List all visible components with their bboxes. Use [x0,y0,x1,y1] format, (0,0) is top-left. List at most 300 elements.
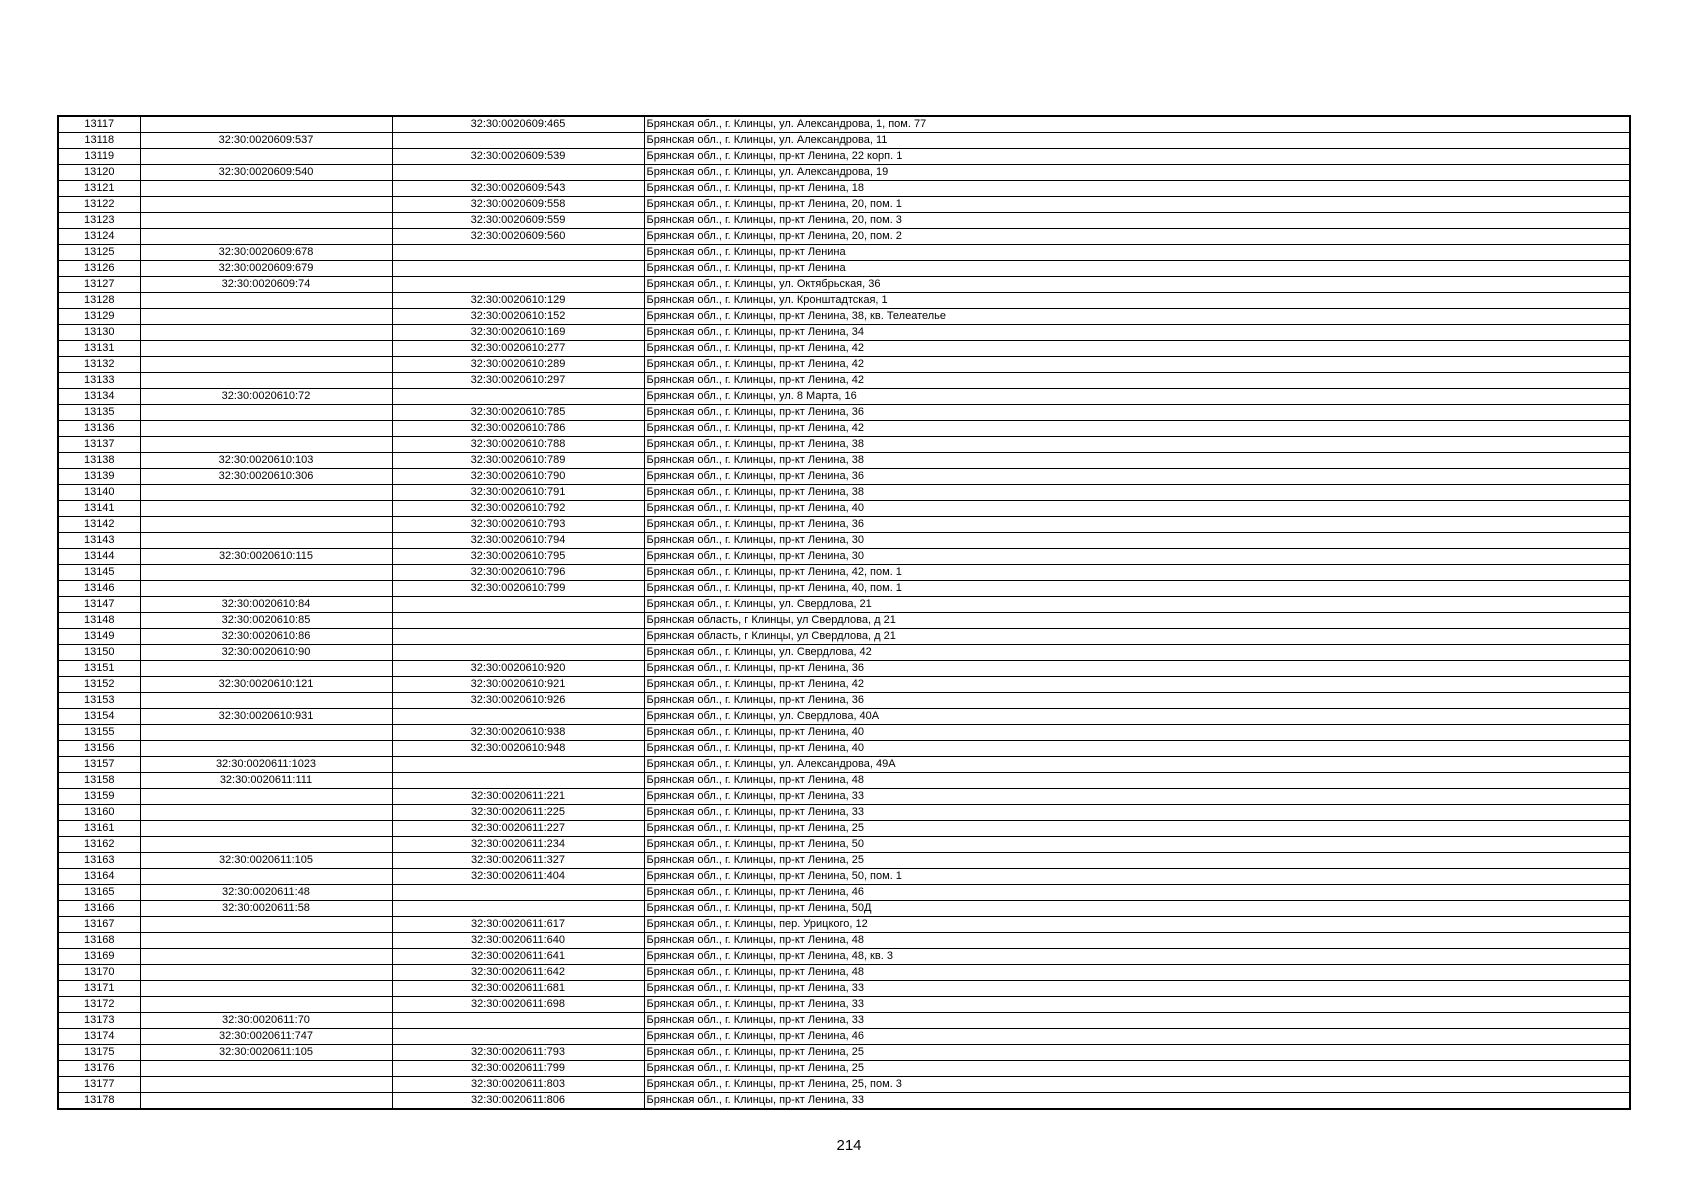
address-cell: Брянская обл., г. Клинцы, пр-кт Ленина, 34 [644,325,1630,341]
cadastral-number-b-cell [392,1029,644,1045]
registry-table-body [58,116,1630,1109]
cadastral-number-a-cell: 32:30:0020611:105 [140,853,392,869]
row-number-cell: 13121 [58,181,140,197]
cadastral-number-b-cell [392,597,644,613]
cadastral-number-a-cell: 32:30:0020610:931 [140,709,392,725]
cadastral-number-a-cell: 32:30:0020611:111 [140,773,392,789]
table-row [58,277,1630,293]
address-cell: Брянская обл., г. Клинцы, пер. Урицкого, 12 [644,917,1630,933]
row-number-cell: 13143 [58,533,140,549]
row-number-cell: 13144 [58,549,140,565]
row-number-cell: 13135 [58,405,140,421]
cadastral-number-a-cell [140,325,392,341]
table-row [58,629,1630,645]
table-row [58,357,1630,373]
cadastral-number-b-cell: 32:30:0020611:793 [392,1045,644,1061]
address-cell: Брянская обл., г. Клинцы, пр-кт Ленина, 40 [644,501,1630,517]
row-number-cell: 13178 [58,1093,140,1110]
table-row [58,1045,1630,1061]
cadastral-number-b-cell [392,245,644,261]
row-number-cell: 13172 [58,997,140,1013]
row-number-cell: 13169 [58,949,140,965]
cadastral-number-b-cell: 32:30:0020610:129 [392,293,644,309]
table-row [58,149,1630,165]
table-row [58,933,1630,949]
address-cell: Брянская обл., г. Клинцы, пр-кт Ленина, 42 [644,357,1630,373]
row-number-cell: 13166 [58,901,140,917]
cadastral-number-b-cell: 32:30:0020610:920 [392,661,644,677]
cadastral-number-b-cell: 32:30:0020610:795 [392,549,644,565]
cadastral-number-a-cell [140,1061,392,1077]
row-number-cell: 13155 [58,725,140,741]
cadastral-number-a-cell [140,197,392,213]
table-row [58,1029,1630,1045]
cadastral-number-a-cell [140,116,392,133]
cadastral-number-a-cell [140,181,392,197]
cadastral-number-a-cell: 32:30:0020609:74 [140,277,392,293]
cadastral-number-b-cell [392,165,644,181]
row-number-cell: 13167 [58,917,140,933]
cadastral-number-a-cell [140,517,392,533]
cadastral-number-a-cell: 32:30:0020611:58 [140,901,392,917]
address-cell: Брянская обл., г. Клинцы, пр-кт Ленина, 50 [644,837,1630,853]
address-cell: Брянская обл., г. Клинцы, пр-кт Ленина, 46 [644,885,1630,901]
cadastral-number-a-cell: 32:30:0020610:306 [140,469,392,485]
row-number-cell: 13152 [58,677,140,693]
row-number-cell: 13140 [58,485,140,501]
cadastral-number-b-cell: 32:30:0020610:785 [392,405,644,421]
address-cell: Брянская обл., г. Клинцы, пр-кт Ленина, 40 [644,725,1630,741]
row-number-cell: 13165 [58,885,140,901]
table-row [58,245,1630,261]
cadastral-number-a-cell: 32:30:0020610:103 [140,453,392,469]
row-number-cell: 13122 [58,197,140,213]
address-cell: Брянская обл., г. Клинцы, пр-кт Ленина, 22 корп. 1 [644,149,1630,165]
row-number-cell: 13139 [58,469,140,485]
cadastral-number-b-cell [392,709,644,725]
table-row [58,309,1630,325]
row-number-cell: 13126 [58,261,140,277]
cadastral-number-a-cell [140,789,392,805]
address-cell: Брянская обл., г. Клинцы, пр-кт Ленина, 25, пом. 3 [644,1077,1630,1093]
cadastral-number-b-cell: 32:30:0020611:225 [392,805,644,821]
address-cell: Брянская обл., г. Клинцы, пр-кт Ленина, 18 [644,181,1630,197]
cadastral-number-a-cell [140,533,392,549]
cadastral-number-b-cell: 32:30:0020609:539 [392,149,644,165]
cadastral-number-b-cell [392,885,644,901]
table-row [58,773,1630,789]
cadastral-number-a-cell [140,837,392,853]
cadastral-number-b-cell: 32:30:0020610:791 [392,485,644,501]
table-row [58,581,1630,597]
table-row [58,341,1630,357]
row-number-cell: 13168 [58,933,140,949]
address-cell: Брянская обл., г. Клинцы, пр-кт Ленина, 42 [644,373,1630,389]
table-row [58,373,1630,389]
table-row [58,565,1630,581]
table-row [58,661,1630,677]
row-number-cell: 13170 [58,965,140,981]
address-cell: Брянская обл., г. Клинцы, пр-кт Ленина, 46 [644,1029,1630,1045]
cadastral-number-a-cell: 32:30:0020610:86 [140,629,392,645]
row-number-cell: 13128 [58,293,140,309]
cadastral-number-a-cell: 32:30:0020609:679 [140,261,392,277]
cadastral-number-a-cell [140,293,392,309]
row-number-cell: 13136 [58,421,140,437]
row-number-cell: 13175 [58,1045,140,1061]
row-number-cell: 13149 [58,629,140,645]
table-row [58,949,1630,965]
address-cell: Брянская обл., г. Клинцы, ул. Александрова, 1, пом. 77 [644,116,1630,133]
table-row [58,693,1630,709]
cadastral-number-a-cell: 32:30:0020609:678 [140,245,392,261]
table-row [58,725,1630,741]
row-number-cell: 13157 [58,757,140,773]
row-number-cell: 13146 [58,581,140,597]
address-cell: Брянская обл., г. Клинцы, пр-кт Ленина, 36 [644,693,1630,709]
table-row [58,677,1630,693]
table-row [58,549,1630,565]
table-row [58,485,1630,501]
cadastral-number-a-cell [140,501,392,517]
address-cell: Брянская обл., г. Клинцы, пр-кт Ленина, 48 [644,965,1630,981]
cadastral-number-a-cell: 32:30:0020610:121 [140,677,392,693]
row-number-cell: 13142 [58,517,140,533]
row-number-cell: 13158 [58,773,140,789]
table-row [58,437,1630,453]
address-cell: Брянская обл., г. Клинцы, пр-кт Ленина, 33 [644,997,1630,1013]
cadastral-number-a-cell [140,997,392,1013]
row-number-cell: 13159 [58,789,140,805]
row-number-cell: 13134 [58,389,140,405]
address-cell: Брянская обл., г. Клинцы, пр-кт Ленина, 25 [644,1061,1630,1077]
cadastral-number-b-cell: 32:30:0020611:221 [392,789,644,805]
cadastral-number-b-cell: 32:30:0020609:558 [392,197,644,213]
cadastral-number-b-cell: 32:30:0020611:404 [392,869,644,885]
row-number-cell: 13156 [58,741,140,757]
cadastral-number-b-cell: 32:30:0020610:789 [392,453,644,469]
address-cell: Брянская обл., г. Клинцы, пр-кт Ленина, 33 [644,1013,1630,1029]
cadastral-number-b-cell: 32:30:0020609:543 [392,181,644,197]
table-row [58,116,1630,133]
table-row [58,645,1630,661]
cadastral-number-b-cell [392,613,644,629]
table-row [58,421,1630,437]
cadastral-number-a-cell: 32:30:0020610:72 [140,389,392,405]
address-cell: Брянская обл., г. Клинцы, пр-кт Ленина, 38 [644,437,1630,453]
address-cell: Брянская обл., г. Клинцы, пр-кт Ленина, 50Д [644,901,1630,917]
table-row [58,325,1630,341]
table-row [58,453,1630,469]
address-cell: Брянская обл., г. Клинцы, пр-кт Ленина, 36 [644,661,1630,677]
cadastral-number-a-cell [140,341,392,357]
cadastral-number-a-cell [140,405,392,421]
row-number-cell: 13176 [58,1061,140,1077]
address-cell: Брянская обл., г. Клинцы, пр-кт Ленина, 33 [644,981,1630,997]
cadastral-number-b-cell: 32:30:0020611:234 [392,837,644,853]
table-row [58,597,1630,613]
cadastral-number-a-cell [140,805,392,821]
cadastral-number-b-cell: 32:30:0020610:794 [392,533,644,549]
table-row [58,757,1630,773]
cadastral-number-b-cell: 32:30:0020610:277 [392,341,644,357]
table-row [58,965,1630,981]
cadastral-number-a-cell: 32:30:0020611:105 [140,1045,392,1061]
cadastral-number-b-cell: 32:30:0020610:169 [392,325,644,341]
cadastral-number-a-cell [140,821,392,837]
table-row [58,901,1630,917]
row-number-cell: 13150 [58,645,140,661]
cadastral-number-b-cell: 32:30:0020611:227 [392,821,644,837]
cadastral-number-a-cell [140,693,392,709]
cadastral-number-a-cell [140,437,392,453]
row-number-cell: 13138 [58,453,140,469]
row-number-cell: 13119 [58,149,140,165]
cadastral-number-a-cell [140,357,392,373]
cadastral-number-b-cell [392,261,644,277]
table-row [58,1093,1630,1110]
row-number-cell: 13129 [58,309,140,325]
address-cell: Брянская обл., г. Клинцы, пр-кт Ленина, 33 [644,1093,1630,1110]
cadastral-number-b-cell [392,757,644,773]
cadastral-number-a-cell [140,949,392,965]
address-cell: Брянская область, г Клинцы, ул Свердлова, д 21 [644,629,1630,645]
row-number-cell: 13145 [58,565,140,581]
cadastral-number-b-cell: 32:30:0020611:642 [392,965,644,981]
cadastral-number-a-cell: 32:30:0020609:537 [140,133,392,149]
row-number-cell: 13118 [58,133,140,149]
address-cell: Брянская обл., г. Клинцы, пр-кт Ленина, 40 [644,741,1630,757]
table-row [58,517,1630,533]
table-row [58,293,1630,309]
cadastral-number-b-cell: 32:30:0020611:641 [392,949,644,965]
cadastral-number-b-cell: 32:30:0020611:803 [392,1077,644,1093]
address-cell: Брянская обл., г. Клинцы, пр-кт Ленина, 30 [644,549,1630,565]
cadastral-number-a-cell [140,981,392,997]
address-cell: Брянская обл., г. Клинцы, пр-кт Ленина, 36 [644,517,1630,533]
table-row [58,533,1630,549]
table-row [58,181,1630,197]
cadastral-number-a-cell [140,661,392,677]
table-row [58,837,1630,853]
address-cell: Брянская обл., г. Клинцы, ул. Александрова, 11 [644,133,1630,149]
cadastral-number-a-cell: 32:30:0020611:70 [140,1013,392,1029]
cadastral-number-b-cell: 32:30:0020611:799 [392,1061,644,1077]
address-cell: Брянская обл., г. Клинцы, пр-кт Ленина, 38 [644,485,1630,501]
table-row [58,805,1630,821]
table-row [58,501,1630,517]
registry-table [57,115,1631,1110]
table-row [58,789,1630,805]
address-cell: Брянская обл., г. Клинцы, пр-кт Ленина, 33 [644,805,1630,821]
cadastral-number-b-cell: 32:30:0020610:792 [392,501,644,517]
address-cell: Брянская обл., г. Клинцы, ул. 8 Марта, 16 [644,389,1630,405]
table-row [58,981,1630,997]
row-number-cell: 13174 [58,1029,140,1045]
address-cell: Брянская обл., г. Клинцы, пр-кт Ленина, 33 [644,789,1630,805]
row-number-cell: 13123 [58,213,140,229]
cadastral-number-b-cell: 32:30:0020609:559 [392,213,644,229]
address-cell: Брянская обл., г. Клинцы, ул. Кронштадтская, 1 [644,293,1630,309]
cadastral-number-b-cell: 32:30:0020610:790 [392,469,644,485]
address-cell: Брянская обл., г. Клинцы, пр-кт Ленина, 50, пом. 1 [644,869,1630,885]
address-cell: Брянская обл., г. Клинцы, ул. Октябрьская, 36 [644,277,1630,293]
table-row [58,405,1630,421]
cadastral-number-b-cell [392,773,644,789]
row-number-cell: 13171 [58,981,140,997]
row-number-cell: 13133 [58,373,140,389]
table-row [58,709,1630,725]
table-row [58,869,1630,885]
address-cell: Брянская обл., г. Клинцы, ул. Свердлова, 40А [644,709,1630,725]
row-number-cell: 13132 [58,357,140,373]
cadastral-number-b-cell [392,629,644,645]
cadastral-number-a-cell [140,1093,392,1110]
table-row [58,261,1630,277]
table-row [58,741,1630,757]
address-cell: Брянская обл., г. Клинцы, пр-кт Ленина, 40, пом. 1 [644,581,1630,597]
cadastral-number-b-cell: 32:30:0020610:152 [392,309,644,325]
address-cell: Брянская обл., г. Клинцы, пр-кт Ленина, 48, кв. 3 [644,949,1630,965]
address-cell: Брянская обл., г. Клинцы, пр-кт Ленина, 30 [644,533,1630,549]
cadastral-number-a-cell: 32:30:0020610:84 [140,597,392,613]
cadastral-number-a-cell [140,581,392,597]
cadastral-number-a-cell [140,149,392,165]
row-number-cell: 13120 [58,165,140,181]
row-number-cell: 13124 [58,229,140,245]
row-number-cell: 13162 [58,837,140,853]
row-number-cell: 13117 [58,116,140,133]
address-cell: Брянская обл., г. Клинцы, пр-кт Ленина, 20, пом. 2 [644,229,1630,245]
row-number-cell: 13164 [58,869,140,885]
cadastral-number-a-cell: 32:30:0020611:1023 [140,757,392,773]
row-number-cell: 13137 [58,437,140,453]
address-cell: Брянская обл., г. Клинцы, пр-кт Ленина, 42, пом. 1 [644,565,1630,581]
cadastral-number-a-cell: 32:30:0020611:747 [140,1029,392,1045]
cadastral-number-b-cell: 32:30:0020610:921 [392,677,644,693]
cadastral-number-b-cell [392,901,644,917]
address-cell: Брянская обл., г. Клинцы, пр-кт Ленина, 42 [644,421,1630,437]
cadastral-number-a-cell [140,373,392,389]
address-cell: Брянская обл., г. Клинцы, пр-кт Ленина, 36 [644,469,1630,485]
row-number-cell: 13151 [58,661,140,677]
table-row [58,213,1630,229]
cadastral-number-b-cell: 32:30:0020610:297 [392,373,644,389]
cadastral-number-a-cell: 32:30:0020609:540 [140,165,392,181]
cadastral-number-a-cell [140,309,392,325]
address-cell: Брянская обл., г. Клинцы, пр-кт Ленина [644,261,1630,277]
cadastral-number-b-cell [392,645,644,661]
cadastral-number-b-cell: 32:30:0020610:289 [392,357,644,373]
cadastral-number-b-cell: 32:30:0020609:465 [392,116,644,133]
cadastral-number-b-cell [392,389,644,405]
address-cell: Брянская обл., г. Клинцы, пр-кт Ленина [644,245,1630,261]
address-cell: Брянская обл., г. Клинцы, пр-кт Ленина, 25 [644,1045,1630,1061]
row-number-cell: 13127 [58,277,140,293]
row-number-cell: 13163 [58,853,140,869]
address-cell: Брянская обл., г. Клинцы, пр-кт Ленина, 20, пом. 1 [644,197,1630,213]
cadastral-number-a-cell: 32:30:0020610:90 [140,645,392,661]
cadastral-number-a-cell [140,229,392,245]
address-cell: Брянская обл., г. Клинцы, пр-кт Ленина, 25 [644,853,1630,869]
cadastral-number-b-cell: 32:30:0020611:681 [392,981,644,997]
address-cell: Брянская обл., г. Клинцы, пр-кт Ленина, 42 [644,341,1630,357]
cadastral-number-a-cell [140,725,392,741]
row-number-cell: 13153 [58,693,140,709]
cadastral-number-b-cell [392,1013,644,1029]
address-cell: Брянская обл., г. Клинцы, пр-кт Ленина, 25 [644,821,1630,837]
address-cell: Брянская обл., г. Клинцы, пр-кт Ленина, 38 [644,453,1630,469]
table-row [58,613,1630,629]
row-number-cell: 13177 [58,1077,140,1093]
row-number-cell: 13148 [58,613,140,629]
cadastral-number-b-cell: 32:30:0020610:926 [392,693,644,709]
address-cell: Брянская обл., г. Клинцы, ул. Свердлова, 42 [644,645,1630,661]
cadastral-number-a-cell: 32:30:0020610:85 [140,613,392,629]
cadastral-number-a-cell [140,485,392,501]
cadastral-number-a-cell [140,933,392,949]
table-row [58,997,1630,1013]
cadastral-number-b-cell: 32:30:0020611:617 [392,917,644,933]
address-cell: Брянская обл., г. Клинцы, пр-кт Ленина, 48 [644,773,1630,789]
address-cell: Брянская обл., г. Клинцы, пр-кт Ленина, 48 [644,933,1630,949]
cadastral-number-b-cell: 32:30:0020610:938 [392,725,644,741]
row-number-cell: 13154 [58,709,140,725]
table-row [58,917,1630,933]
cadastral-number-a-cell: 32:30:0020610:115 [140,549,392,565]
cadastral-number-a-cell: 32:30:0020611:48 [140,885,392,901]
cadastral-number-a-cell [140,1077,392,1093]
address-cell: Брянская обл., г. Клинцы, пр-кт Ленина, 42 [644,677,1630,693]
table-row [58,197,1630,213]
cadastral-number-a-cell [140,965,392,981]
cadastral-number-a-cell [140,421,392,437]
address-cell: Брянская область, г Клинцы, ул Свердлова, д 21 [644,613,1630,629]
address-cell: Брянская обл., г. Клинцы, ул. Александрова, 19 [644,165,1630,181]
address-cell: Брянская обл., г. Клинцы, пр-кт Ленина, 38, кв. Телеателье [644,309,1630,325]
table-row [58,853,1630,869]
address-cell: Брянская обл., г. Клинцы, ул. Александрова, 49А [644,757,1630,773]
cadastral-number-b-cell: 32:30:0020611:640 [392,933,644,949]
cadastral-number-a-cell [140,917,392,933]
row-number-cell: 13161 [58,821,140,837]
cadastral-number-b-cell: 32:30:0020610:793 [392,517,644,533]
cadastral-number-b-cell: 32:30:0020610:799 [392,581,644,597]
table-row [58,389,1630,405]
cadastral-number-a-cell [140,565,392,581]
cadastral-number-a-cell [140,741,392,757]
table-row [58,1013,1630,1029]
page-number: 214 [836,1137,862,1154]
cadastral-number-b-cell [392,133,644,149]
table-row [58,821,1630,837]
cadastral-number-b-cell: 32:30:0020611:698 [392,997,644,1013]
cadastral-number-b-cell: 32:30:0020611:327 [392,853,644,869]
table-row [58,1077,1630,1093]
address-cell: Брянская обл., г. Клинцы, ул. Свердлова, 21 [644,597,1630,613]
row-number-cell: 13131 [58,341,140,357]
table-row [58,1061,1630,1077]
cadastral-number-b-cell: 32:30:0020610:786 [392,421,644,437]
row-number-cell: 13173 [58,1013,140,1029]
row-number-cell: 13125 [58,245,140,261]
address-cell: Брянская обл., г. Клинцы, пр-кт Ленина, 36 [644,405,1630,421]
row-number-cell: 13160 [58,805,140,821]
row-number-cell: 13147 [58,597,140,613]
cadastral-number-b-cell: 32:30:0020611:806 [392,1093,644,1110]
cadastral-number-b-cell: 32:30:0020610:948 [392,741,644,757]
table-row [58,885,1630,901]
